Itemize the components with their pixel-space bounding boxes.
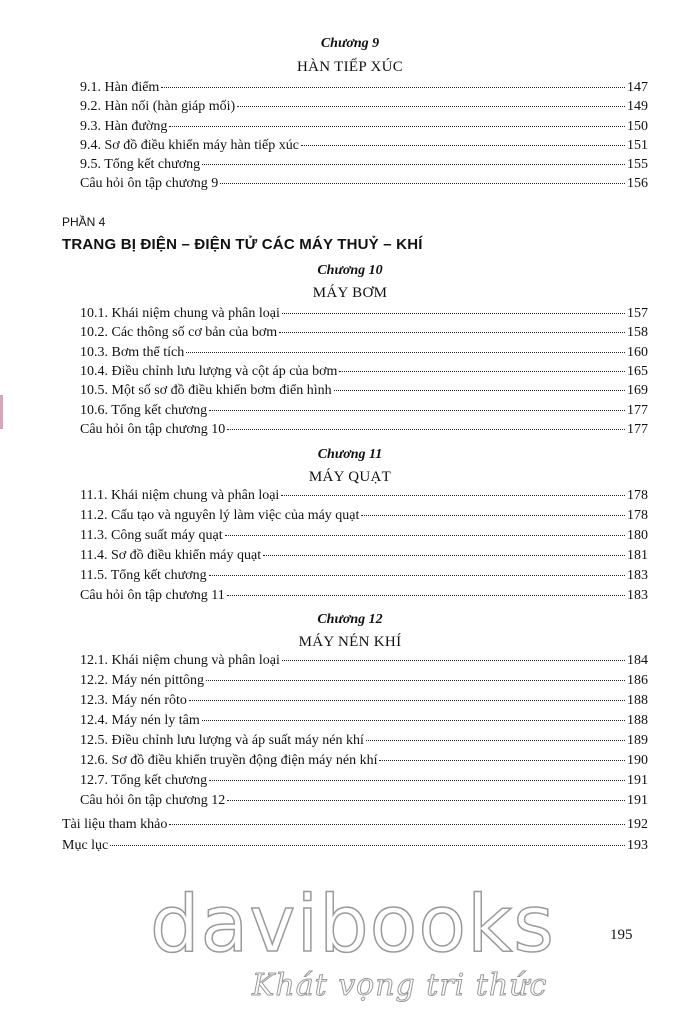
dot-leader	[361, 515, 625, 516]
toc-entry-label: 11.1. Khái niệm chung và phân loại	[80, 488, 280, 503]
toc-entry-label: 11.5. Tổng kết chương	[80, 568, 207, 583]
toc-entry-9-2[interactable]	[80, 98, 648, 116]
toc-entry-page: 186	[627, 673, 648, 688]
toc-entry-9-3[interactable]	[80, 118, 648, 136]
toc-entry-9-1[interactable]	[80, 79, 648, 97]
toc-entry-label: 10.1. Khái niệm chung và phân loại	[80, 306, 280, 321]
chapter-11-title: MÁY QUẠT	[308, 469, 392, 485]
toc-entry-label: Câu hỏi ôn tập chương 9	[80, 176, 219, 191]
dot-leader	[209, 410, 625, 411]
toc-entry-label: 12.1. Khái niệm chung và phân loại	[80, 653, 280, 668]
toc-entry-12-7[interactable]	[80, 772, 648, 790]
toc-entry-11-1[interactable]	[80, 487, 648, 505]
toc-entry-contents[interactable]	[62, 837, 648, 855]
toc-entry-page: 165	[627, 364, 648, 379]
toc-entry-page: 178	[627, 508, 648, 523]
dot-leader	[206, 680, 625, 681]
toc-entry-page: 183	[627, 568, 648, 583]
toc-entry-page: 177	[627, 403, 648, 418]
dot-leader	[282, 313, 625, 314]
dot-leader	[379, 760, 625, 761]
toc-entry-page: 181	[627, 548, 648, 563]
toc-entry-10-4[interactable]	[80, 363, 648, 381]
toc-entry-page: 160	[627, 345, 648, 360]
dot-leader	[225, 535, 625, 536]
dot-leader	[282, 660, 625, 661]
scan-edge-mark	[0, 395, 3, 429]
toc-entry-label: 12.4. Máy nén ly tâm	[80, 713, 200, 728]
toc-entry-label: Mục lục	[62, 838, 109, 853]
toc-entry-page: 188	[627, 693, 648, 708]
dot-leader	[220, 183, 625, 184]
toc-entry-11-4[interactable]	[80, 547, 648, 565]
chapter-9-label: Chương 9	[320, 36, 380, 51]
dot-leader	[202, 164, 625, 165]
dot-leader	[186, 352, 625, 353]
dot-leader	[202, 720, 625, 721]
toc-entry-label: 11.2. Cấu tạo và nguyên lý làm việc của máy quạt	[80, 508, 360, 523]
toc-entry-page: 188	[627, 713, 648, 728]
toc-entry-12-4[interactable]	[80, 712, 648, 730]
toc-entry-label: 10.3. Bơm thể tích	[80, 345, 185, 360]
toc-entry-page: 183	[627, 588, 648, 603]
toc-entry-12-1[interactable]	[80, 652, 648, 670]
dot-leader	[263, 555, 625, 556]
toc-entry-label: Câu hỏi ôn tập chương 11	[80, 588, 225, 603]
toc-entry-page: 156	[627, 176, 648, 191]
toc-entry-11-review[interactable]	[80, 587, 648, 605]
chapter-10-label: Chương 10	[317, 263, 383, 278]
watermark-slogan: Khát vọng tri thức	[252, 968, 548, 1003]
toc-entry-label: 9.3. Hàn đường	[80, 119, 168, 134]
dot-leader	[189, 700, 625, 701]
toc-entry-label: 10.4. Điều chỉnh lưu lượng và cột áp của bơm	[80, 364, 338, 379]
toc-entry-label: Câu hỏi ôn tập chương 10	[80, 422, 226, 437]
toc-entry-10-1[interactable]	[80, 305, 648, 323]
dot-leader	[169, 126, 625, 127]
dot-leader	[209, 575, 625, 576]
toc-entry-page: 190	[627, 753, 648, 768]
toc-entry-10-6[interactable]	[80, 402, 648, 420]
page-number: 195	[610, 927, 633, 943]
toc-entry-page: 155	[627, 157, 648, 172]
chapter-11-label: Chương 11	[317, 447, 383, 462]
toc-entry-12-2[interactable]	[80, 672, 648, 690]
toc-entry-page: 177	[627, 422, 648, 437]
chapter-12-label: Chương 12	[317, 612, 383, 627]
dot-leader	[334, 390, 625, 391]
toc-entry-12-3[interactable]	[80, 692, 648, 710]
toc-entry-label: 9.2. Hàn nối (hàn giáp mối)	[80, 99, 236, 114]
dot-leader	[279, 332, 625, 333]
toc-entry-page: 169	[627, 383, 648, 398]
toc-entry-10-2[interactable]	[80, 324, 648, 342]
toc-entry-label: 12.6. Sơ đồ điều khiển truyền động điện máy nén khí	[80, 753, 378, 768]
toc-entry-label: 9.1. Hàn điểm	[80, 80, 160, 95]
toc-entry-11-5[interactable]	[80, 567, 648, 585]
dot-leader	[339, 371, 625, 372]
toc-entry-label: 11.3. Công suất máy quạt	[80, 528, 223, 543]
dot-leader	[161, 87, 625, 88]
toc-entry-10-5[interactable]	[80, 382, 648, 400]
toc-entry-12-review[interactable]	[80, 792, 648, 810]
toc-entry-label: 10.6. Tổng kết chương	[80, 403, 208, 418]
dot-leader	[227, 800, 625, 801]
dot-leader	[169, 824, 625, 825]
toc-entry-page: 157	[627, 306, 648, 321]
part-4-label: PHẦN 4	[62, 215, 106, 229]
toc-entry-page: 192	[627, 817, 648, 832]
toc-entry-label: 12.5. Điều chỉnh lưu lượng và áp suất máy nén khí	[80, 733, 364, 748]
toc-entry-page: 158	[627, 325, 648, 340]
toc-entry-label: 10.5. Một số sơ đồ điều khiển bơm điển hình	[80, 383, 332, 398]
toc-entry-references[interactable]	[62, 816, 648, 834]
toc-entry-page: 191	[627, 773, 648, 788]
toc-entry-page: 184	[627, 653, 648, 668]
toc-entry-page: 151	[627, 138, 648, 153]
dot-leader	[209, 780, 625, 781]
chapter-9-title: HÀN TIẾP XÚC	[296, 59, 404, 75]
dot-leader	[227, 429, 625, 430]
toc-entry-label: 10.2. Các thông số cơ bản của bơm	[80, 325, 278, 340]
dot-leader	[110, 845, 625, 846]
toc-entry-label: 9.5. Tổng kết chương	[80, 157, 201, 172]
toc-entry-label: Câu hỏi ôn tập chương 12	[80, 793, 226, 808]
toc-entry-page: 180	[627, 528, 648, 543]
chapter-12-title: MÁY NÉN KHÍ	[298, 634, 402, 650]
toc-entry-page: 149	[627, 99, 648, 114]
dot-leader	[281, 495, 625, 496]
dot-leader	[301, 145, 625, 146]
toc-entry-label: 12.2. Máy nén pittông	[80, 673, 205, 688]
dot-leader	[227, 595, 625, 596]
toc-entry-12-6[interactable]	[80, 752, 648, 770]
toc-entry-9-4[interactable]	[80, 137, 648, 155]
watermark-brand: davibooks	[150, 880, 555, 970]
toc-entry-page: 178	[627, 488, 648, 503]
toc-entry-label: 12.3. Máy nén rôto	[80, 693, 187, 708]
toc-entry-page: 147	[627, 80, 648, 95]
toc-entry-label: Tài liệu tham khảo	[62, 817, 168, 832]
toc-entry-10-review[interactable]	[80, 421, 648, 439]
toc-entry-page: 193	[627, 838, 648, 853]
chapter-10-title: MÁY BƠM	[312, 285, 388, 301]
toc-entry-9-5[interactable]	[80, 156, 648, 174]
dot-leader	[366, 740, 625, 741]
part-4-title: TRANG BỊ ĐIỆN – ĐIỆN TỬ CÁC MÁY THUỶ – KHÍ	[62, 236, 423, 253]
toc-entry-page: 189	[627, 733, 648, 748]
toc-entry-11-2[interactable]	[80, 507, 648, 525]
toc-entry-11-3[interactable]	[80, 527, 648, 545]
toc-entry-label: 9.4. Sơ đồ điều khiển máy hàn tiếp xúc	[80, 138, 299, 153]
toc-entry-page: 150	[627, 119, 648, 134]
toc-entry-label: 11.4. Sơ đồ điều khiển máy quạt	[80, 548, 262, 563]
toc-entry-9-review[interactable]	[80, 175, 648, 193]
toc-entry-12-5[interactable]	[80, 732, 648, 750]
toc-entry-10-3[interactable]	[80, 344, 648, 362]
dot-leader	[237, 106, 625, 107]
toc-entry-page: 191	[627, 793, 648, 808]
toc-entry-label: 12.7. Tổng kết chương	[80, 773, 208, 788]
